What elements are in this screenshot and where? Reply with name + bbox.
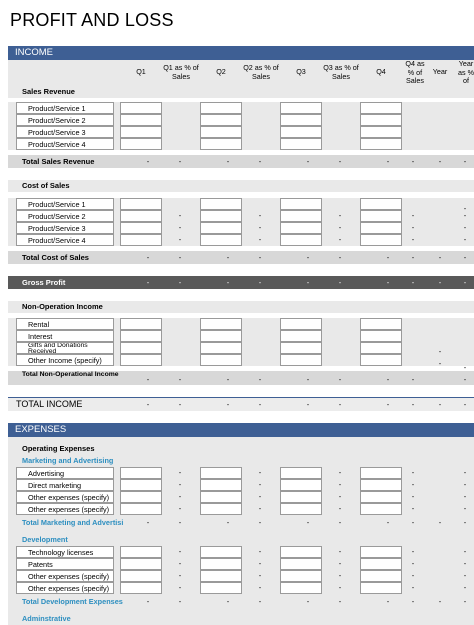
total-marketing-label: Total Marketing and Advertisi <box>22 518 124 527</box>
total-value-dash: - <box>146 253 150 262</box>
marketing-heading: Marketing and Advertising <box>22 456 114 465</box>
empty-value-dash: - <box>338 480 342 489</box>
line-item-label: Advertising <box>16 467 114 479</box>
total-value-dash: - <box>338 518 342 527</box>
empty-value-dash: - <box>338 559 342 568</box>
line-item-label: Product/Service 1 <box>16 102 114 114</box>
empty-value-dash: - <box>258 211 262 220</box>
empty-value-dash: - <box>338 468 342 477</box>
empty-value-dash: - <box>411 235 415 244</box>
total-value-dash: - <box>178 400 182 409</box>
q2-input-cell[interactable] <box>200 330 242 342</box>
total-value-dash: - <box>438 597 442 606</box>
q3-input-cell[interactable] <box>280 102 322 114</box>
empty-value-dash: - <box>411 492 415 501</box>
q4-input-cell[interactable] <box>360 330 402 342</box>
q2-input-cell[interactable] <box>200 198 242 210</box>
q1-input-cell[interactable] <box>120 558 162 570</box>
empty-value-dash: - <box>178 504 182 513</box>
total-value-dash: - <box>306 157 310 166</box>
total-value-dash: - <box>411 597 415 606</box>
line-item-label: Product/Service 2 <box>16 210 114 222</box>
total-value-dash: - <box>146 157 150 166</box>
q1-input-cell[interactable] <box>120 354 162 366</box>
page-title: PROFIT AND LOSS <box>10 10 174 30</box>
total-value-dash: - <box>146 278 150 287</box>
empty-value-dash: - <box>463 480 467 489</box>
total-value-dash: - <box>146 518 150 527</box>
q4-input-cell[interactable] <box>360 570 402 582</box>
total-value-dash: - <box>146 375 150 384</box>
total-value-dash: - <box>386 597 390 606</box>
empty-value-dash: - <box>258 468 262 477</box>
empty-value-dash: - <box>338 504 342 513</box>
line-item-label: Product/Service 4 <box>16 138 114 150</box>
q4-input-cell[interactable] <box>360 318 402 330</box>
empty-value-dash: - <box>438 359 442 368</box>
empty-value-dash: - <box>178 559 182 568</box>
total-value-dash: - <box>258 400 262 409</box>
total-value-dash: - <box>438 278 442 287</box>
col-q1: Q1 <box>136 67 146 76</box>
total-value-dash: - <box>258 597 262 606</box>
q4-input-cell[interactable] <box>360 479 402 491</box>
total-value-dash: - <box>178 518 182 527</box>
line-item-label: Product/Service 1 <box>16 198 114 210</box>
q2-input-cell[interactable] <box>200 479 242 491</box>
empty-value-dash: - <box>463 211 467 220</box>
q4-input-cell[interactable] <box>360 234 402 246</box>
empty-value-dash: - <box>338 571 342 580</box>
q3-input-cell[interactable] <box>280 138 322 150</box>
total-value-dash: - <box>386 278 390 287</box>
total-value-dash: - <box>226 253 230 262</box>
total-value-dash: - <box>463 518 467 527</box>
total-value-dash: - <box>411 157 415 166</box>
q4-input-cell[interactable] <box>360 126 402 138</box>
q1-input-cell[interactable] <box>120 234 162 246</box>
q3-input-cell[interactable] <box>280 330 322 342</box>
empty-value-dash: - <box>258 480 262 489</box>
line-item-label: Other Income (specify) <box>16 354 114 366</box>
q2-input-cell[interactable] <box>200 138 242 150</box>
q3-input-cell[interactable] <box>280 234 322 246</box>
total-value-dash: - <box>338 375 342 384</box>
gross-profit-label: Gross Profit <box>8 276 474 289</box>
empty-value-dash: - <box>411 468 415 477</box>
q1-input-cell[interactable] <box>120 138 162 150</box>
empty-value-dash: - <box>463 223 467 232</box>
empty-value-dash: - <box>411 211 415 220</box>
col-q4-pct: Q4 as % of Sales <box>405 59 425 85</box>
total-value-dash: - <box>178 157 182 166</box>
total-value-dash: - <box>438 400 442 409</box>
total-cost-of-sales-label: Total Cost of Sales <box>8 251 474 264</box>
q2-input-cell[interactable] <box>200 342 242 354</box>
q1-input-cell[interactable] <box>120 318 162 330</box>
q1-input-cell[interactable] <box>120 479 162 491</box>
q3-input-cell[interactable] <box>280 354 322 366</box>
q1-input-cell[interactable] <box>120 570 162 582</box>
q3-input-cell[interactable] <box>280 479 322 491</box>
empty-value-dash: - <box>338 547 342 556</box>
line-item-label: Product/Service 3 <box>16 222 114 234</box>
total-value-dash: - <box>306 400 310 409</box>
q2-input-cell[interactable] <box>200 546 242 558</box>
q2-input-cell[interactable] <box>200 467 242 479</box>
line-item-label: Rental <box>16 318 114 330</box>
empty-value-dash: - <box>463 571 467 580</box>
empty-value-dash: - <box>438 347 442 356</box>
empty-value-dash: - <box>338 211 342 220</box>
empty-value-dash: - <box>411 547 415 556</box>
total-value-dash: - <box>438 253 442 262</box>
development-heading: Development <box>22 535 68 544</box>
q2-input-cell[interactable] <box>200 570 242 582</box>
q3-input-cell[interactable] <box>280 198 322 210</box>
line-item-label: Direct marketing <box>16 479 114 491</box>
empty-value-dash: - <box>258 559 262 568</box>
empty-value-dash: - <box>258 492 262 501</box>
operating-expenses-heading: Operating Expenses <box>22 444 95 453</box>
q2-input-cell[interactable] <box>200 582 242 594</box>
total-value-dash: - <box>411 278 415 287</box>
q1-input-cell[interactable] <box>120 126 162 138</box>
line-item-label: Interest <box>16 330 114 342</box>
q3-input-cell[interactable] <box>280 546 322 558</box>
non-operation-heading: Non-Operation Income <box>8 301 474 313</box>
total-value-dash: - <box>306 518 310 527</box>
empty-value-dash: - <box>411 504 415 513</box>
empty-value-dash: - <box>411 583 415 592</box>
total-value-dash: - <box>338 597 342 606</box>
total-value-dash: - <box>386 400 390 409</box>
total-value-dash: - <box>463 253 467 262</box>
col-year: Year <box>432 67 448 76</box>
total-value-dash: - <box>178 253 182 262</box>
total-sales-revenue-label: Total Sales Revenue <box>8 155 474 168</box>
empty-value-dash: - <box>178 480 182 489</box>
q1-input-cell[interactable] <box>120 503 162 515</box>
total-value-dash: - <box>338 278 342 287</box>
empty-value-dash: - <box>411 480 415 489</box>
empty-value-dash: - <box>463 547 467 556</box>
q3-input-cell[interactable] <box>280 342 322 354</box>
total-value-dash: - <box>386 518 390 527</box>
empty-value-dash: - <box>178 571 182 580</box>
q3-input-cell[interactable] <box>280 222 322 234</box>
total-value-dash: - <box>258 157 262 166</box>
q1-input-cell[interactable] <box>120 330 162 342</box>
total-value-dash: - <box>463 597 467 606</box>
line-item-label: Product/Service 2 <box>16 114 114 126</box>
total-value-dash: - <box>306 597 310 606</box>
empty-value-dash: - <box>338 492 342 501</box>
total-value-dash: - <box>306 278 310 287</box>
total-value-dash: - <box>226 157 230 166</box>
empty-value-dash: - <box>178 235 182 244</box>
total-value-dash: - <box>306 253 310 262</box>
line-item-label: Patents <box>16 558 114 570</box>
total-value-dash: - <box>226 400 230 409</box>
q4-input-cell[interactable] <box>360 222 402 234</box>
q3-input-cell[interactable] <box>280 467 322 479</box>
q1-input-cell[interactable] <box>120 582 162 594</box>
q4-input-cell[interactable] <box>360 546 402 558</box>
total-value-dash: - <box>386 157 390 166</box>
empty-value-dash: - <box>338 223 342 232</box>
q1-input-cell[interactable] <box>120 114 162 126</box>
total-value-dash: - <box>386 253 390 262</box>
empty-value-dash: - <box>258 235 262 244</box>
q4-input-cell[interactable] <box>360 582 402 594</box>
q4-input-cell[interactable] <box>360 467 402 479</box>
q1-input-cell[interactable] <box>120 546 162 558</box>
q3-input-cell[interactable] <box>280 491 322 503</box>
q3-input-cell[interactable] <box>280 503 322 515</box>
col-q4: Q4 <box>376 67 386 76</box>
q4-input-cell[interactable] <box>360 354 402 366</box>
total-value-dash: - <box>386 375 390 384</box>
q3-input-cell[interactable] <box>280 318 322 330</box>
q2-input-cell[interactable] <box>200 234 242 246</box>
q2-input-cell[interactable] <box>200 102 242 114</box>
empty-value-dash: - <box>178 583 182 592</box>
q3-input-cell[interactable] <box>280 126 322 138</box>
q3-input-cell[interactable] <box>280 114 322 126</box>
total-value-dash: - <box>463 400 467 409</box>
total-value-dash: - <box>226 597 230 606</box>
total-value-dash: - <box>411 400 415 409</box>
q4-input-cell[interactable] <box>360 114 402 126</box>
empty-value-dash: - <box>338 235 342 244</box>
income-section-header: INCOME <box>8 46 474 60</box>
col-year-pct: Year as % of <box>458 59 474 85</box>
line-item-label: Product/Service 4 <box>16 234 114 246</box>
cost-of-sales-heading: Cost of Sales <box>8 180 474 192</box>
empty-value-dash: - <box>178 211 182 220</box>
col-q1-pct: Q1 as % of Sales <box>163 63 199 81</box>
empty-value-dash: - <box>258 547 262 556</box>
total-value-dash: - <box>306 375 310 384</box>
q4-input-cell[interactable] <box>360 503 402 515</box>
empty-value-dash: - <box>463 504 467 513</box>
q1-input-cell[interactable] <box>120 222 162 234</box>
q2-input-cell[interactable] <box>200 126 242 138</box>
line-item-label: Other expenses (specify) <box>16 491 114 503</box>
q2-input-cell[interactable] <box>200 222 242 234</box>
empty-value-dash: - <box>463 492 467 501</box>
q4-input-cell[interactable] <box>360 491 402 503</box>
q4-input-cell[interactable] <box>360 198 402 210</box>
line-item-label: Technology licenses <box>16 546 114 558</box>
line-item-label: Gifts and Donations Received <box>16 342 114 354</box>
total-value-dash: - <box>438 157 442 166</box>
total-value-dash: - <box>226 375 230 384</box>
empty-value-dash: - <box>178 547 182 556</box>
q2-input-cell[interactable] <box>200 354 242 366</box>
empty-value-dash: - <box>178 492 182 501</box>
empty-value-dash: - <box>463 559 467 568</box>
q2-input-cell[interactable] <box>200 558 242 570</box>
total-value-dash: - <box>338 400 342 409</box>
q2-input-cell[interactable] <box>200 318 242 330</box>
empty-value-dash: - <box>258 571 262 580</box>
line-item-label: Other expenses (specify) <box>16 570 114 582</box>
total-development-label: Total Development Expenses <box>22 597 123 606</box>
q3-input-cell[interactable] <box>280 582 322 594</box>
total-value-dash: - <box>463 375 467 384</box>
administrative-heading: Adminstrative <box>22 614 71 623</box>
q1-input-cell[interactable] <box>120 198 162 210</box>
total-value-dash: - <box>258 278 262 287</box>
total-non-operational-label: Total Non-Operational Income <box>8 371 474 385</box>
sales-revenue-heading: Sales Revenue <box>8 86 474 98</box>
total-value-dash: - <box>226 278 230 287</box>
empty-value-dash: - <box>463 583 467 592</box>
q2-input-cell[interactable] <box>200 491 242 503</box>
total-value-dash: - <box>258 375 262 384</box>
q2-input-cell[interactable] <box>200 503 242 515</box>
q1-input-cell[interactable] <box>120 102 162 114</box>
total-value-dash: - <box>338 253 342 262</box>
q4-input-cell[interactable] <box>360 210 402 222</box>
expenses-section-header: EXPENSES <box>8 423 474 437</box>
total-income-label: TOTAL INCOME <box>16 399 83 409</box>
total-value-dash: - <box>411 253 415 262</box>
total-value-dash: - <box>411 518 415 527</box>
q3-input-cell[interactable] <box>280 558 322 570</box>
empty-value-dash: - <box>178 223 182 232</box>
total-value-dash: - <box>178 278 182 287</box>
line-item-label: Product/Service 3 <box>16 126 114 138</box>
col-q3: Q3 <box>296 67 306 76</box>
empty-value-dash: - <box>258 583 262 592</box>
total-value-dash: - <box>411 375 415 384</box>
col-q3-pct: Q3 as % of Sales <box>323 63 359 81</box>
empty-value-dash: - <box>178 468 182 477</box>
q1-input-cell[interactable] <box>120 467 162 479</box>
q1-input-cell[interactable] <box>120 491 162 503</box>
q4-input-cell[interactable] <box>360 102 402 114</box>
q3-input-cell[interactable] <box>280 210 322 222</box>
col-q2-pct: Q2 as % of Sales <box>243 63 279 81</box>
total-value-dash: - <box>146 597 150 606</box>
q1-input-cell[interactable] <box>120 342 162 354</box>
q4-input-cell[interactable] <box>360 342 402 354</box>
total-value-dash: - <box>178 375 182 384</box>
empty-value-dash: - <box>338 583 342 592</box>
empty-value-dash: - <box>463 235 467 244</box>
q2-input-cell[interactable] <box>200 114 242 126</box>
empty-value-dash: - <box>411 571 415 580</box>
total-value-dash: - <box>463 157 467 166</box>
total-value-dash: - <box>226 518 230 527</box>
empty-value-dash: - <box>463 363 467 372</box>
total-value-dash: - <box>146 400 150 409</box>
q1-input-cell[interactable] <box>120 210 162 222</box>
total-value-dash: - <box>178 597 182 606</box>
total-value-dash: - <box>258 253 262 262</box>
total-value-dash: - <box>258 518 262 527</box>
q2-input-cell[interactable] <box>200 210 242 222</box>
empty-value-dash: - <box>463 204 467 213</box>
total-value-dash: - <box>463 278 467 287</box>
empty-value-dash: - <box>411 559 415 568</box>
empty-value-dash: - <box>411 223 415 232</box>
q4-input-cell[interactable] <box>360 558 402 570</box>
col-q2: Q2 <box>216 67 226 76</box>
empty-value-dash: - <box>258 504 262 513</box>
total-value-dash: - <box>438 518 442 527</box>
line-item-label: Other expenses (specify) <box>16 582 114 594</box>
empty-value-dash: - <box>463 468 467 477</box>
q3-input-cell[interactable] <box>280 570 322 582</box>
empty-value-dash: - <box>258 223 262 232</box>
total-value-dash: - <box>338 157 342 166</box>
line-item-label: Other expenses (specify) <box>16 503 114 515</box>
q4-input-cell[interactable] <box>360 138 402 150</box>
